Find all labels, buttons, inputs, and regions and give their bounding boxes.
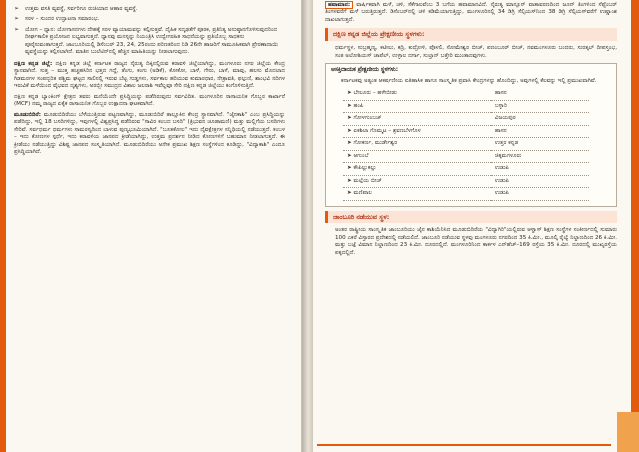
sight-name: ➤ ಮಲ್ಪೆಯ ಬೀಚ್ [343, 175, 491, 187]
facility-bullet-list [14, 6, 285, 57]
venue-paragraph: ಅಂತರ ರಾಷ್ಟ್ರೀಯ ಸಾಂಸ್ಕೃತಿಕ ಜಾಂಬೂರಿಯು ಜೈನ ಕಾಶಿಯೆನಿಸಿದ ಮೂಡುಬಿದಿರೆಯ "ವಿದ್ಯಾಗಿರಿ"ಯಲ್ಲಿರುವ ಆಳ್ವಾಸ್ ಶಿಕ್ಷಣ ಸಂಸ್ಥೆಗಳ ಸಂಕೀರ್ಣದಲ್ಲಿ ಸುಮಾರು 100 ಎಕರೆ ವಿಸ್ತಾರದ ಪ್ರದೇಶದಲ್ಲಿ ನಡೆಯಲಿದೆ. ಜಾಂಬೂರಿ ನಡೆಯುವ ಸ್ಥಳವು ಮಂಗಳೂರು ನಗರದಿಂದ 35 ಕಿ.ಮೀ., ಮೂಲ್ಕಿ ರೈಲ್ವೆ ನಿಲ್ದಾಣದಿಂದ 26 ಕಿ.ಮೀ. ಮತ್ತು ಬಜ್ಪೆ ವಿಮಾನ ನಿಲ್ದಾಣದಿಂದ 23 ಕಿ.ಮೀ. ದೂರದಲ್ಲಿದೆ. ಮಂಗಳೂರಿನಿಂದ ಕಾರ್ಕಳ ಎನ್‌ಹೆಚ್–169 ರಸ್ತೆಯ 35 ಕಿ.ಮೀ. ದೂರದಲ್ಲಿ ಮುಖ್ಯರಸ್ತೆಯ ಪಕ್ಕದಲ್ಲಿದೆ. [335, 227, 617, 256]
moodbidri-paragraph: ಮೂಡುಬಿದಿರೆಯು ಬೆಳೆಯುತ್ತಿರುವ ಪಟ್ಟಣವಾಗಿದ್ದು, ಮೂಡುಬಿದಿರೆ ತಾಲ್ಲೂಕಿನ ಕೇಂದ್ರ ಸ್ಥಾನವಾಗಿದೆ. "ಜೈನಕಾಶಿ" ಎಂಬ ಪ್ರಸಿದ್ಧಿಯನ್ನು ಪಡೆದಿದ್ದು, ಇಲ್ಲಿ 18 ಬಸದಿಗಳಿದ್ದು, ಇವುಗಳಲ್ಲಿ ವಿಶ್ವಪ್ರಸಿದ್ಧ ಪಡೆದಿರುವ "ಸಾವಿರ ಕಂಬದ ಬಸದಿ" (ತ್ರಿಭುವನ ಚೂಡಾಮಣಿ) ಮತ್ತು ಮಲ್ಲಿಗೆಯ ಬಸದಿಗಳು ಸೇರಿವೆ. ಸರ್ವಧರ್ಮ ಧರ್ಮಗಳು ಸಾಮರಸ್ಯದಿಂದ ಬಾಳುವ ಪುಣ್ಯಭೂಮಿಯಾಗಿದೆ. "ಬೂತಕೋಲ" ಇದು ದೈವಕ್ಷೇತ್ರಗಳ ಸನ್ನಿಧಿಯಲ್ಲಿ ನಡೆಯುತ್ತದೆ. ಕಂಬಳ – ಇದು ಕೋಣಗಳ ಸ್ಪರ್ಧೆ, ಇದು ಕರಾವಳಿಯ ಜಾನಪದ ಕ್ರೀಡೆಯಾಗಿದ್ದು, ಉತ್ತಮ ಪ್ರದರ್ಶನ ನೀಡಿದ ಕೋಣಗಳಿಗೆ ಬಹುಮಾನ ನೀಡಲಾಗುತ್ತದೆ. ಈ ಕ್ರೀಡೆಯು ನಡೆಯುತ್ತಿದ್ದು ವಿಶಿಷ್ಟ ಜಾನಪದ ಸಂಸ್ಕೃತಿಯಾಗಿದೆ. ಮೂಡುಬಿದಿರೆಯು ಅನೇಕ ಪ್ರಮುಖ ಶಿಕ್ಷಣ ಸಂಸ್ಥೆಗಳಿಂದ ಕೂಡಿದ್ದು, "ವಿದ್ಯಾಕಾಶಿ" ಎಂದೂ ಪ್ರಸಿದ್ಧಿಯಾಗಿದೆ. [14, 111, 286, 156]
dk-sights-heading: ದಕ್ಷಿಣ ಕನ್ನಡ ಜಿಲ್ಲೆಯ ಪ್ರೇಕ್ಷಣೀಯ ಸ್ಥಳಗಳು: [325, 28, 617, 41]
dk-sights-paragraph: ಧರ್ಮಸ್ಥಳ, ಸುಬ್ರಹ್ಮಣ್ಯ, ಕಟೀಲು, ಕದ್ರಿ, ಕುದ್ರೋಳಿ, ಪೊಳಲಿ, ಸೋಮೇಶ್ವರ ಬೀಚ್, ಪಣಂಬೂರ್ ಬೀಚ್, ನವಮಂಗಳೂರು ಬಂದರು, ಸುರತ್ಕಲ್ ದೀಪಸ್ತಂಭ, ಸಂತ ಅಲೋಶಿಯಸ್ ಚಾಪೆಲ್, ಉಳ್ಳಾಲ ದರ್ಗಾ, ಸುಲ್ತಾನ್ ಬತ್ತೇರಿ ಮುಂತಾದವುಗಳು. [335, 45, 617, 59]
weather-paragraph: ವಾರ್ಷಿಕವಾಗಿ ಮಳೆ, ಚಳಿ, ಸೆಕೆಗಾಲವೆಂಬ 3 ಬಗೆಯ ಹವಾಮಾನವಿದೆ. ನೈರುತ್ಯ ಮಾನ್ಸೂನ್ ವಾತಾವರಣದಿಂದ ಜೂನ್ ತಿಂಗಳಿಂದ ಸೆಪ್ಟೆಂಬರ್ ತಿಂಗಳವರೆಗೆ ಮಳೆ ಬರುತ್ತಿರುತ್ತದೆ. ಡಿಸೆಂಬರ್‌ನಲ್ಲಿ ಚಳಿ ಕಡಿಮೆಯಾಗುತ್ತಿದ್ದು, ಮಂಗಳೂರಿನಲ್ಲಿ 34 ಡಿಗ್ರಿ ಸೆಲ್ಸಿಯಸ್‌ನಿಂದ 38 ಡಿಗ್ರಿ ಸೆಲ್ಸಿಯಸ್‌ವರೆಗೆ ಉಷ್ಣಾಂಶ ದಾಖಲಾಗುತ್ತದೆ. [325, 2, 617, 23]
right-page [313, 0, 639, 452]
left-page-content [14, 6, 285, 160]
right-corner-tab [617, 412, 639, 452]
nearby-sights-title: ಆಸಕ್ತಿದಾಯಕ ಪ್ರೇಕ್ಷಣೀಯ ಸ್ಥಳಗಳು: [331, 67, 399, 73]
dk-paragraph: ದಕ್ಷಿಣ ಕನ್ನಡ ಜಿಲ್ಲೆ ಕರ್ನಾಟಕ ರಾಜ್ಯದ ನೈರುತ್ಯ ದಿಕ್ಕಿನಲ್ಲಿರುವ ಕರಾವಳಿ ಜಿಲ್ಲೆಯಾಗಿದ್ದು, ಮಂಗಳೂರು ನಗರ ಜಿಲ್ಲೆಯ ಕೇಂದ್ರ ಸ್ಥಾನವಾಗಿದೆ. ಸುತ್ತ – ಮುತ್ತ ಹಚ್ಚಹಸಿರಿನ ಭತ್ತದ ಗದ್ದೆ, ತೆಂಗು, ಕಂಗು (ಅಡಿಕೆ), ಕೋಕೋ, ಬಾಳೆ, ಗೇರು, ಬಾಳೆ, ಮಾವು, ಹಲಸು ಮೊದಲಾದ ಗಿಡಮರಗಳ ಸಂಪದ್ಭರಿತ ಪಶ್ಚಿಮ ಘಟ್ಟದ ಸಾಲಿನಲ್ಲಿ ಇರುವ ಬೆಟ್ಟ ಗುಡ್ಡಗಳು, ಸರ್ವಕಾಲ ಹರಿಯುವ ಕುಮಾರಧಾರ, ನೇತ್ರಾವತಿ, ಫಲ್ಗುಣಿ, ಶಾಂಭವಿ ನದಿಗಳ ಇರುವಿಕೆ ಮಳೆಯಿಂದ ವೈಭವದ ದೃಶ್ಯಗಳು, ಅರಬ್ಬೀ ಸಮುದ್ರದ ವಿಶಾಲ ಜಲರಾಶಿ ಇವೆಲ್ಲವೂ ಸೇರಿ ದಕ್ಷಿಣ ಕನ್ನಡ ಜಿಲ್ಲೆಯು ಕಂಗೊಳಿಸುತ್ತಿದೆ. [14, 60, 285, 90]
nearby-sights-intro: ಕರ್ನಾಟಕವು ಅತ್ಯಂತ ಆಕರ್ಷಣೀಯ ಐತಿಹಾಸಿಕ ಹಾಗೂ ಸಾಂಸ್ಕೃತಿಕ ಪ್ರವಾಸಿ ಕೇಂದ್ರಗಳನ್ನು ಹೊಂದಿದ್ದು, ಅವುಗಳಲ್ಲಿ ಕೆಲವನ್ನು ಇಲ್ಲಿ ಪ್ರಮುಖವಾಗಿವೆ. [341, 77, 597, 84]
dk-heading: ದಕ್ಷಿಣ ಕನ್ನಡ ಜಿಲ್ಲೆ: [14, 60, 53, 67]
sight-district: ಚಿಕ್ಕಮಗಳೂರು [491, 150, 590, 162]
sight-district: ಬಳ್ಳಾರಿ [491, 100, 590, 112]
table-row [343, 175, 589, 187]
footer-rule [317, 444, 611, 446]
book-gutter [302, 0, 313, 452]
sight-district: ಉಡುಪಿ [491, 188, 590, 200]
table-row [343, 113, 589, 125]
sight-name: ➤ ಹಂಪಿ [343, 100, 491, 112]
table-row [343, 88, 589, 100]
moodbidri-heading: ಮೂಡುಬಿದಿರೆ: [14, 111, 42, 118]
venue-heading: ಜಾಂಬೂರಿ ನಡೆಯುವ ಸ್ಥಳ: [325, 211, 617, 224]
weather-heading: ಹವಾಮಾನ: [325, 1, 353, 9]
sight-district: ಹಾಸನ [491, 125, 590, 137]
sight-name: ➤ ಕೌಪಿಲ್ಲುಕಲ್ಲು [343, 163, 491, 175]
bullet-item-yoga: ➢ ಯೋಗ – ಧ್ಯಾನ: ಯೋಗಾಸನಗಳು ದೇಹಕ್ಕೆ ಸರಳ ವ್ಯಾಯಾಮವನ್ನು ಕಲ್ಪಿಸುತ್ತವೆ. ದೈಹಿಕ ಸದೃಢತೆಗೆ ಪೂರಕ, ಪ್ರತಿನಿತ್ಯ ಅನುಷ್ಠಾನಗೊಳಿಸುವುದರಿಂದ ದೀರ್ಘಕಾಲಿಕ ಪ್ರಯೋಜನ ಲಭ್ಯವಾಗುತ್ತದೆ. ಧ್ಯಾನವು ಮನಸ್ಸನ್ನು ನಿಯಂತ್ರಿಸಿ ಉದ್ವೇಗರಹಿತ ಸಾಧನೆಯನ್ನು ಪ್ರತಿಯೊಬ್ಬ ಸಾಧಕನು ಪೂರೈಸುವಂತಾಗುತ್ತದೆ. ಜಾಂಬೂರಿಯಲ್ಲಿ ಡಿಸೆಂಬರ್ 23, 24, 25ರಂದು ಪರಿಣತರಿಂದ ನಿಡಿ 26ನೇ ಹಾಜರಿಗೆ ಸಾಮೂಹಿಕವಾಗಿ ಪ್ರೇರಣಾದಾಯಿ ವ್ಯವಸ್ಥೆಯನ್ನು ಕಲ್ಪಿಸಲಾಗಿದೆ. ಮಾತಿನ ಬುಲೆಟಿನ್‌ನಲ್ಲಿ ಹೆಚ್ಚಿನ ಮಾಹಿತಿಯನ್ನು ನೀಡಲಾಗುವುದು. [14, 27, 285, 57]
dk-paragraph-2: ದಕ್ಷಿಣ ಕನ್ನಡ ಬ್ಯಾಂಕಿಂಗ್ ಕ್ಷೇತ್ರದ ತವರು ಮನೆಯೆಂದೇ ಪ್ರಸಿದ್ಧಿಯನ್ನು ಪಡೆದಿರುವುದು ಸರ್ವವಿದಿತ. ಮಂಗಳೂರಿನ ರಾಸಾಯನಿಕ ಗೊಬ್ಬರ ಕಾರ್ಖಾನೆ (MCF) ನಮ್ಮ ರಾಜ್ಯದ ಏಕೈಕ ರಾಸಾಯನಿಕ ಗೊಬ್ಬರ ಉತ್ಪಾದನಾ ಘಟಕವಾಗಿದೆ. [14, 93, 285, 108]
sight-name: ➤ ಗೋಳಗುಂಬಜ್ [343, 113, 491, 125]
right-page-content [325, 2, 617, 260]
right-orange-edge [631, 0, 639, 452]
sight-name: ➤ ಆಗುಂಬೆ [343, 150, 491, 162]
table-row [343, 188, 589, 200]
sight-district: ವಿಜಯಪುರ [491, 113, 590, 125]
table-row [343, 150, 589, 162]
sight-name: ➤ ಏಕಶಿಲಾ ಗೊಮ್ಮಟ – ಶ್ರವಣಬೆಳಗೊಳ [343, 125, 491, 137]
bullet-item-inauguration: ➢ ಸರಳ – ಸುಂದರ ಉದ್ಘಾಟನಾ ಸಮಾರಂಭ. [14, 16, 285, 23]
sight-district: ಹಾಸನ [491, 88, 590, 100]
weather-section [325, 2, 617, 24]
bullet-item-accommodation: ➢ ಉತ್ತಮ ವಸತಿ ವ್ಯವಸ್ಥೆ, ಸರ್ವರಿಗೂ ರುಚಿಯಾದ ಆಹಾರ ವ್ಯವಸ್ಥೆ. [14, 6, 285, 13]
sight-district: ಉತ್ತರ ಕನ್ನಡ [491, 138, 590, 150]
sight-name: ➤ ಮಣಿಪಾಲ [343, 188, 491, 200]
sight-name: ➤ ಬೇಲೂರು – ಹಳೇಬೀಡು [343, 88, 491, 100]
table-row [343, 125, 589, 137]
sight-district: ಉಡುಪಿ [491, 163, 590, 175]
table-row [343, 100, 589, 112]
sight-district: ಉಡುಪಿ [491, 175, 590, 187]
moodbidri-section [14, 112, 285, 157]
table-row [343, 163, 589, 175]
nearby-sights-box [325, 63, 617, 207]
sights-table [343, 88, 589, 200]
table-row [343, 138, 589, 150]
sight-name: ➤ ಗೋಕರ್ಣ, ಮುರ್ಡೇಶ್ವರ [343, 138, 491, 150]
left-page [0, 0, 302, 452]
dk-section [14, 61, 285, 91]
left-orange-edge [0, 0, 6, 452]
